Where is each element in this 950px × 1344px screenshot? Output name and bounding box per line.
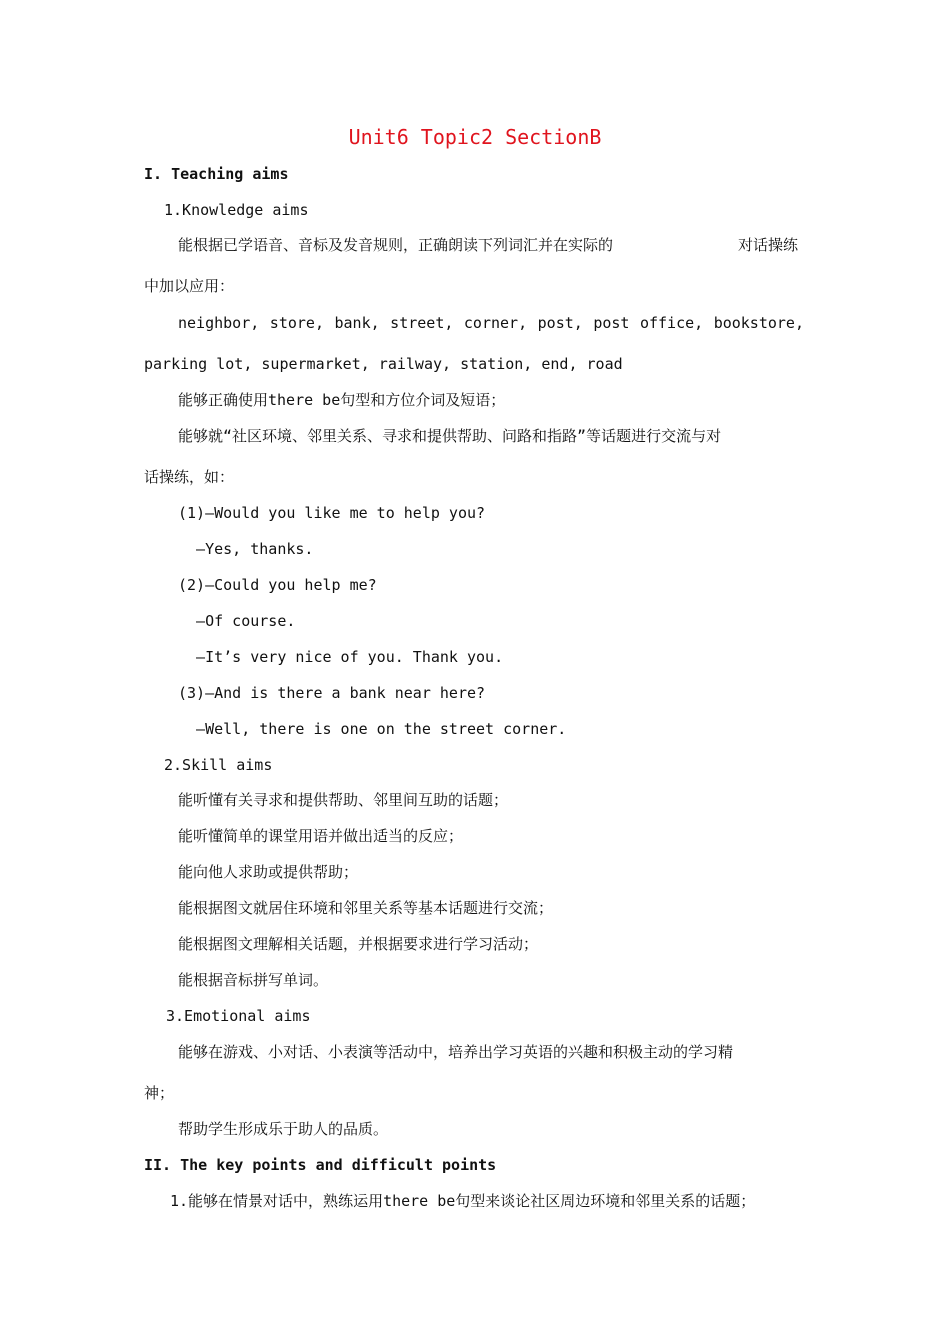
skill-item: 能根据图文就居住环境和邻里关系等基本话题进行交流； bbox=[178, 899, 554, 917]
skill-item: 能听懂有关寻求和提供帮助、邻里间互助的话题； bbox=[178, 791, 509, 809]
skill-item: 能听懂简单的课堂用语并做出适当的反应； bbox=[178, 827, 464, 845]
vocab-word: post, bbox=[537, 314, 583, 332]
subheading-skill-aims: 2.Skill aims bbox=[164, 756, 273, 774]
knowledge-paragraph-line1-a: 能根据已学语音、音标及发音规则，正确朗读下列词汇并在实际的 bbox=[178, 236, 614, 254]
knowledge-paragraph-topics-line2: 话操练，如： bbox=[144, 468, 235, 486]
knowledge-paragraph-line1-b: 对话操练 bbox=[738, 236, 799, 254]
dialogue-line: (2)—Could you help me? bbox=[178, 576, 377, 594]
subheading-knowledge-aims: 1.Knowledge aims bbox=[164, 201, 309, 219]
dialogue-line: —It’s very nice of you. Thank you. bbox=[178, 648, 504, 666]
section-heading-key-points: II. The key points and difficult points bbox=[144, 1156, 497, 1174]
section-heading-teaching-aims: I. Teaching aims bbox=[144, 165, 289, 183]
vocabulary-line2: parking lot, supermarket, railway, station, end, road bbox=[144, 355, 623, 373]
dialogue-line: —Well, there is one on the street corner. bbox=[178, 720, 567, 738]
knowledge-paragraph-line2: 中加以应用： bbox=[144, 277, 235, 295]
vocab-word: post bbox=[593, 314, 630, 332]
subheading-emotional-aims: 3.Emotional aims bbox=[166, 1007, 311, 1025]
key-point-item: 1.能够在情景对话中，熟练运用there be句型来谈论社区周边环境和邻里关系的话题； bbox=[170, 1192, 756, 1210]
vocab-word: bank, bbox=[334, 314, 380, 332]
vocabulary-line1 bbox=[178, 313, 804, 333]
vocab-word: street, bbox=[390, 314, 454, 332]
vocab-word: store, bbox=[269, 314, 324, 332]
emotional-paragraph-line1: 能够在游戏、小对话、小表演等活动中，培养出学习英语的兴趣和积极主动的学习精 bbox=[178, 1043, 734, 1061]
emotional-paragraph-line2: 神； bbox=[144, 1084, 175, 1102]
page-title: Unit6 Topic2 SectionB bbox=[348, 125, 602, 149]
dialogue-line: (3)—And is there a bank near here? bbox=[178, 684, 486, 702]
knowledge-paragraph-topics-line1: 能够就“社区环境、邻里关系、寻求和提供帮助、问路和指路”等话题进行交流与对 bbox=[178, 427, 722, 445]
dialogue-line: (1)—Would you like me to help you? bbox=[178, 504, 486, 522]
skill-item: 能根据音标拼写单词。 bbox=[178, 971, 329, 989]
dialogue-line: —Yes, thanks. bbox=[178, 540, 314, 558]
vocab-word: corner, bbox=[463, 314, 528, 332]
knowledge-paragraph-there-be: 能够正确使用there be句型和方位介词及短语； bbox=[178, 391, 506, 409]
emotional-paragraph-helping: 帮助学生形成乐于助人的品质。 bbox=[178, 1120, 389, 1138]
vocab-word: bookstore, bbox=[713, 314, 804, 332]
skill-item: 能根据图文理解相关话题，并根据要求进行学习活动； bbox=[178, 935, 539, 953]
vocab-word: office, bbox=[639, 314, 704, 332]
dialogue-line: —Of course. bbox=[178, 612, 296, 630]
skill-item: 能向他人求助或提供帮助； bbox=[178, 863, 359, 881]
vocab-word: neighbor, bbox=[178, 314, 260, 332]
